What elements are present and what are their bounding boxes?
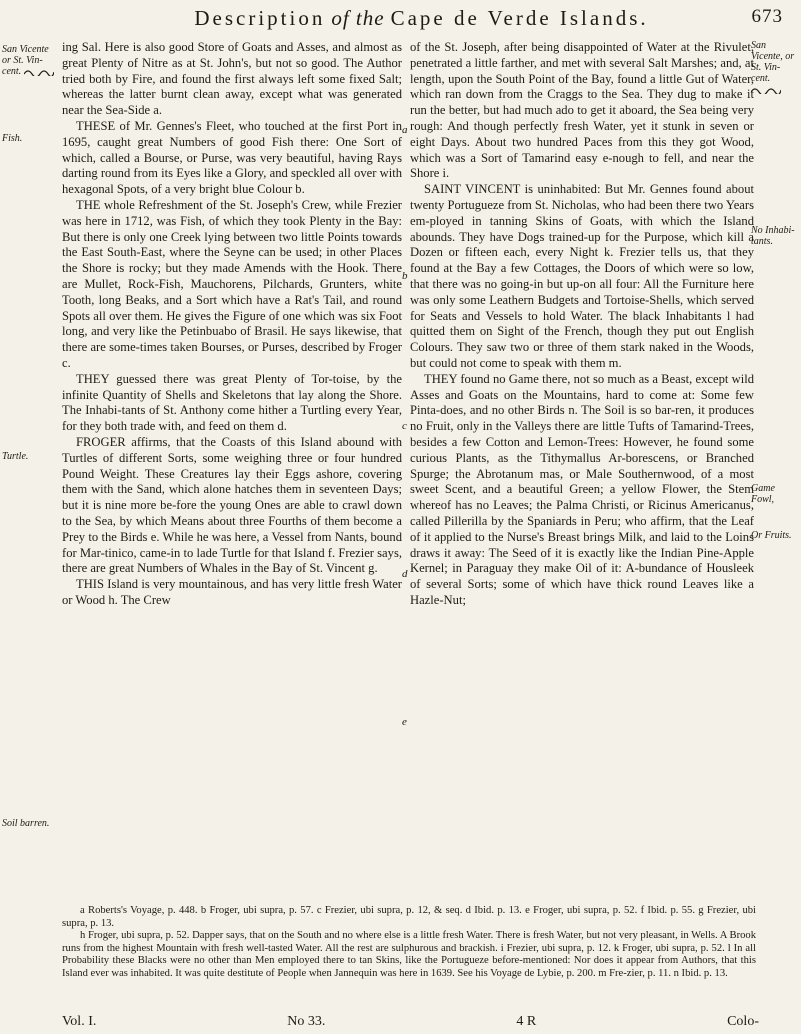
header-title-part2: Cape de Verde Islands. [390,6,649,30]
volume-label: Vol. I. [62,1014,97,1029]
margin-note-left-3: Turtle. [2,451,29,462]
left-text-column [62,40,402,609]
margin-note-right-4: Or Fruits. [751,530,792,541]
margin-note-left-2: Fish. [2,133,23,144]
column-mark-c: c [402,420,407,432]
vine-ornament-icon [24,68,54,76]
catchword: Colo- [727,1014,759,1029]
running-header [60,6,783,36]
margin-note-right-2: No Inhabi-tants. [751,225,795,247]
paragraph: THEY found no Game there, not so much as a Beast, except wild Asses and Goats on the Mountains, hard to come at: Some few Pinta-does, and no other Birds n. The Soil is so bar-ren, it produces no Fruit, only in the Valleys there are little Tufts of Tamarind-Trees, besides a few Cotton and Lemon-Trees: However, he found some curious Plants, as the Tithymallus Ar-borescens, or Branched Spurge; the Abrotanum mas, or Male Southernwood, of a most sweet Scent, and a beautiful Green; a yellow Flower, the Stem whereof has no Leaves; the Palma Christi, or Ricinus Americanus, called Pillerilla by the Spaniards in Peru; who affirm, that the Leaf of it applied to the Nurse's Breast brings Milk, and laid to the Loins draws it away: The Seed of it is exactly like the Indian Pine-Apple Kernel; in Paraguay they make Oil of it: A-bundance of Housleek of several Sorts; some of which have thick round Leaves like a Hazle-Nut; [410,371,754,607]
column-mark-e: e [402,716,407,728]
header-title-part1: Description [194,6,326,30]
margin-note-right-3: Game Fowl, [751,483,775,505]
page-number: 673 [751,6,783,27]
paragraph: THIS Island is very mountainous, and has very little fresh Water or Wood h. The Crew [62,577,402,607]
footnote-line: h Froger, ubi supra, p. 52. Dapper says, that on the South and no where else is a little fresh Water. There is fresh Water, but not very pleasant, in Wells. A Brook runs from the highest Mountain with fresh well-tasted Water. All the rest are sulphurous and brackish. i Frezier, ubi supra, p. 12. k Froger, ubi supra, p. 52. l In all Probability these Blacks were no other than Men employed there to tan Skins, like the Portugueze before-mentioned: Nor does it appear from Authors, that this Island ever was inhabited. It was quite destitute of People when Jannequin was here in 1639. See his Voyage de Lybie, p. 200. m Fre-zier, p. 11. n Ibid. p. 13. [62,930,756,979]
margin-note-left-1: San Vicente or St. Vin-cent. [2,44,56,77]
issue-number: No 33. [287,1014,326,1029]
paragraph: THESE of Mr. Gennes's Fleet, who touched at the first Port in 1695, caught great Numbers of good Fish there: One Sort of which, called a Bourse, or Purse, was very beautiful, having Rays darting round from its Eyes like a Glory, and speckled all over with hexagonal Spots, of a very bright blue Colour b. [62,118,402,197]
page-footer [62,1014,759,1032]
paragraph: of the St. Joseph, after being disappointed of Water at the Rivulet, penetrated a little farther, and met with several Salt Marshes; and, at length, upon the South Point of the Bay, found a little Gut of Water, which ran down from the Craggs to the Sea. They dug to make it run the better, but had much ado to get it aboard, the Sea being very rough: And though perfectly fresh Water, yet it stunk in seven or eight Days. About two hundred Paces from this they got Wood, which was a Sort of Tamarind easy e-nough to fell, and near the Shore i. [410,40,754,181]
right-text-column [410,40,754,609]
paragraph: THE whole Refreshment of the St. Joseph's Crew, while Frezier was here in 1712, was Fish, of which they took Plenty in the Bay: But there is only one Creek lying between two little Points towards the East South-East, where the Seyne can be used; in other Places the Shore is rocky; but they made Amends with the Hook. There are Mullet, Rock-Fish, Mauchorens, Pilchards, Grunters, white Tooth, long Beaks, and a Sort which have a Rat's Tail, and round Spots all over them. He gives the Figure of one which was six Foot long, and very like the Petinbuabo of Brasil. He says likewise, that there are some-times taken Bourses, or Purses, described by Froger c. [62,197,402,370]
column-mark-a: a [402,124,408,136]
paragraph: THEY guessed there was great Plenty of Tor-toise, by the infinite Quantity of Shells and Skeletons that lay along the Shore. The Inhabi-tants of St. Anthony come hither a Turtling every Year, for they both trade with, and feed on them d. [62,371,402,434]
footnote-line: a Roberts's Voyage, p. 448. b Froger, ubi supra, p. 57. c Frezier, ubi supra, p. 12, & seq. d Ibid. p. 13. e Froger, ubi supra, p. 52. f Ibid. p. 55. g Frezier, ubi supra, p. 13. [62,905,756,929]
footnotes [62,905,756,980]
column-mark-b: b [402,270,408,282]
column-mark-d: d [402,568,408,580]
vine-ornament-icon [751,86,781,94]
paragraph: ing Sal. Here is also good Store of Goats and Asses, and almost as great Plenty of Nitre as at St. John's, but not so good. The Author tried both by Fire, and found the first always left some fixed Salt; whereas the latter burnt clean away, except what was generated near the Sea-Side a. [62,40,402,118]
header-title-italic: of the [331,6,385,30]
paragraph: SAINT VINCENT is uninhabited: But Mr. Gennes found about twenty Portugueze from St. Nicholas, who had been there two Years em-ployed in tanning Skins of Goats, with which the Island abounds. They have Dogs trained-up for the Purpose, which kill a Dozen or fifteen each, every Night k. Frezier tells us, that they found at the Bay a few Cottages, the Doors of which were so low, that there was no going-in but up-on all four: All the Furniture here was only some Leathern Budgets and Tortoise-Shells, which served for Seats and Vessels to hold Water. The black Inhabitants l had quitted them on Sight of the French, though they put out English Colours. They saw two or three of them stark naked in the Woods, but could not come to speak with them m. [410,182,754,370]
margin-note-left-4: Soil barren. [2,818,50,829]
paragraph: FROGER affirms, that the Coasts of this Island abound with Turtles of different Sorts, some weighing three or four hundred Pound Weight. These Creatures lay their Eggs ashore, covering them with the Sand, which alone hatches them in seventeen Days; but it is nine more be-fore the young Ones are able to crawl down to the Sea, by which Means about three Fourths of them become a Prey to the Birds e. While he was here, a Vessel from Nants, bound for Mar-tinico, came-in to lade Turtle for that Island f. Frezier says, there are great Numbers of Whales in the Bay of St. Vincent g. [62,434,402,576]
signature-mark: 4 R [516,1014,537,1029]
margin-note-right-1: San Vicente, or St. Vin-cent. [751,40,797,95]
